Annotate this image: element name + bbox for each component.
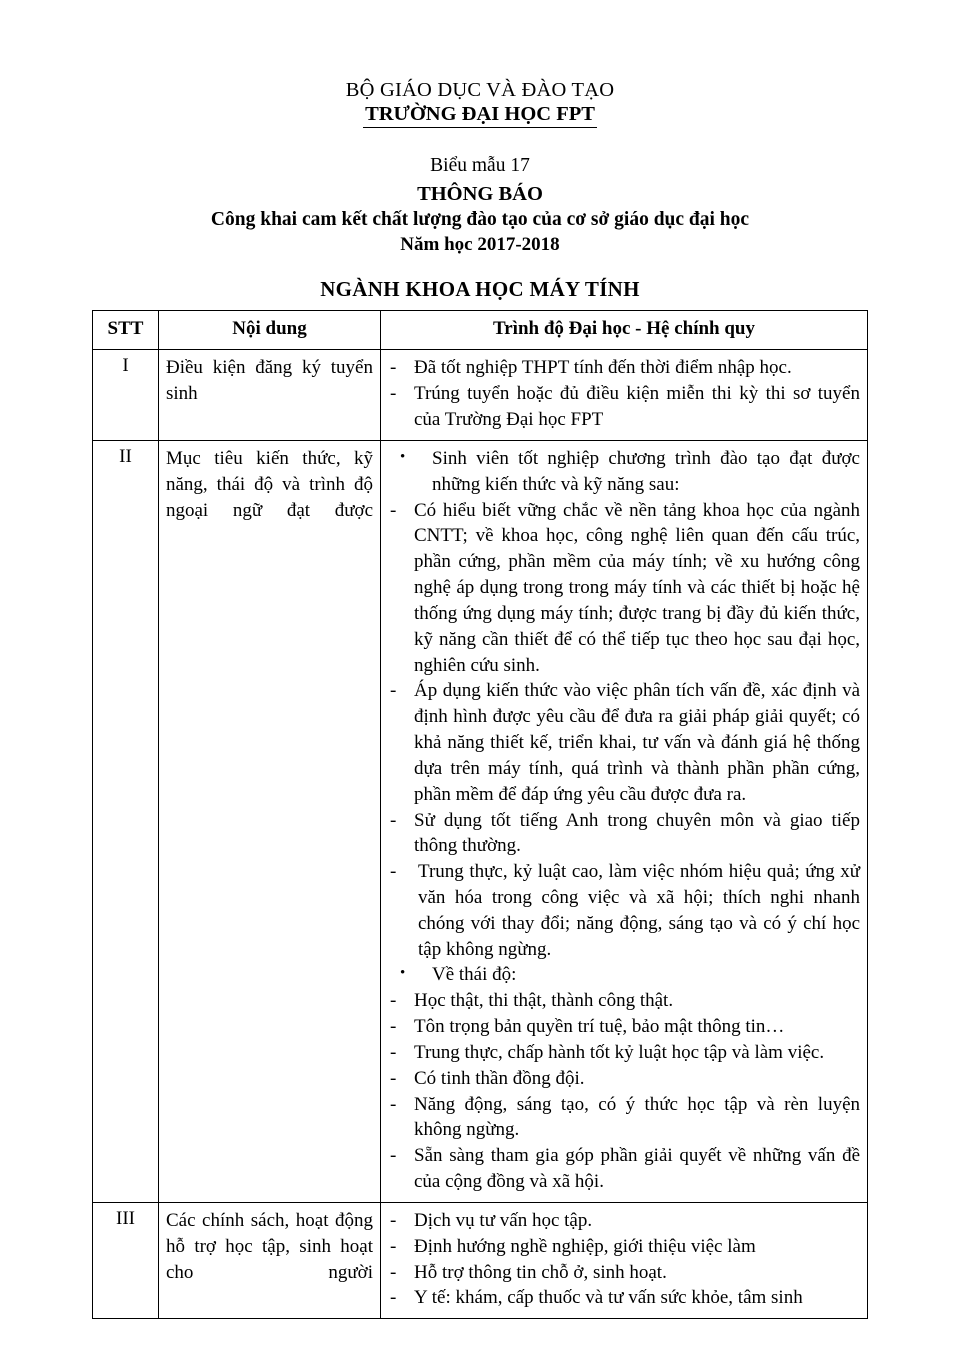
list-item-text: Có hiểu biết vững chắc về nền tảng khoa học của ngành CNTT; về khoa học, công nghệ liên quan đến cấu trúc, phần cứng, phần mềm của máy tính; về xu hướng công nghệ áp dụng trong trong máy tính và các thiết bị hoặc hệ thống ứng dụng máy tính; được trang bị đầy đủ kiến thức, kỹ năng cần thiết để có thể tiếp tục theo học sau đại học, nghiên cứu sinh. [414, 499, 860, 676]
list-marker: - [390, 1016, 397, 1038]
list-item [388, 1208, 860, 1234]
list-item [388, 381, 860, 433]
list-marker: - [390, 1041, 397, 1063]
table-body [93, 350, 868, 1319]
list-marker: - [390, 861, 397, 883]
content-list [388, 1208, 860, 1311]
row-noi-dung: Điều kiện đăng ký tuyển sinh [159, 350, 381, 440]
list-item [388, 1040, 860, 1066]
content-list [388, 446, 860, 1195]
list-item [388, 355, 860, 381]
list-marker: - [390, 357, 397, 379]
list-marker: - [390, 1093, 397, 1115]
list-marker: - [390, 1209, 397, 1231]
list-item-text: Dịch vụ tư vấn học tập. [414, 1209, 593, 1231]
list-item [388, 1092, 860, 1144]
list-item-text: Đã tốt nghiệp THPT tính đến thời điểm nhập học. [414, 357, 792, 379]
list-marker: - [390, 1067, 397, 1089]
list-item-text: Có tinh thần đồng đội. [414, 1067, 585, 1089]
academic-year: Năm học 2017-2018 [400, 233, 560, 255]
list-item-text: Áp dụng kiến thức vào việc phân tích vấn đề, xác định và định hình được yêu cầu để đưa ra giải pháp giải quyết; có khả năng thiết kế, triển khai, tư vấn và đánh giá hệ thống dựa trên máy tính, quá trình và thành phần phần cứng, phần mềm để đáp ứng yêu cầu được đưa ra. [414, 680, 860, 805]
major-title: NGÀNH KHOA HỌC MÁY TÍNH [320, 277, 640, 302]
table-header-row [93, 311, 868, 350]
row-stt: III [93, 1202, 159, 1318]
notice-title: THÔNG BÁO [417, 182, 543, 205]
list-item-text: Y tế: khám, cấp thuốc và tư vấn sức khỏe, tâm sinh [414, 1287, 803, 1309]
list-marker: - [390, 809, 397, 831]
commitment-table [92, 310, 868, 1319]
list-item [388, 1285, 860, 1311]
list-marker: - [390, 1287, 397, 1309]
ministry-name: BỘ GIÁO DỤC VÀ ĐÀO TẠO [345, 79, 615, 101]
table-row [93, 350, 868, 440]
list-marker: - [390, 1261, 397, 1283]
table-row [93, 440, 868, 1202]
list-item [388, 1066, 860, 1092]
university-name: TRƯỜNG ĐẠI HỌC FPT [363, 102, 597, 128]
row-stt: II [93, 440, 159, 1202]
row-content [381, 440, 868, 1202]
list-item [388, 446, 860, 498]
row-noi-dung: Các chính sách, hoạt động hỗ trợ học tập, sinh hoạt cho người [159, 1202, 381, 1318]
content-list [388, 355, 860, 432]
list-item-text: Hỗ trợ thông tin chỗ ở, sinh hoạt. [414, 1261, 667, 1283]
list-item-text: Trung thực, chấp hành tốt kỷ luật học tập và làm việc. [414, 1041, 825, 1063]
column-header-trinh-do: Trình độ Đại học - Hệ chính quy [381, 311, 868, 350]
list-item-text: Học thật, thi thật, thành công thật. [414, 990, 674, 1012]
list-item-text: Trung thực, kỷ luật cao, làm việc nhóm hiệu quả; ứng xử văn hóa trong công việc và xã hội; thích nghi nhanh chóng với thay đổi; năng động, sáng tạo và có ý chí học tập không ngừng. [418, 861, 860, 960]
form-code: Biểu mẫu 17 [430, 155, 530, 177]
list-marker: - [390, 990, 397, 1012]
row-content [381, 350, 868, 440]
organization-header [92, 78, 868, 128]
row-stt: I [93, 350, 159, 440]
list-item-text: Sinh viên tốt nghiệp chương trình đào tạo đạt được những kiến thức và kỹ năng sau: [432, 447, 860, 495]
list-item [388, 962, 860, 988]
list-item [388, 1260, 860, 1286]
list-marker: - [390, 1235, 397, 1257]
list-item-text: Sử dụng tốt tiếng Anh trong chuyên môn và giao tiếp thông thường. [414, 809, 860, 857]
list-item-text: Tôn trọng bản quyền trí tuệ, bảo mật thông tin… [414, 1016, 785, 1038]
row-noi-dung: Mục tiêu kiến thức, kỹ năng, thái độ và trình độ ngoại ngữ đạt được [159, 440, 381, 1202]
list-item-text: Về thái độ: [432, 964, 517, 986]
list-item [388, 859, 860, 962]
list-item-text: Năng động, sáng tạo, có ý thức học tập và rèn luyện không ngừng. [414, 1093, 860, 1141]
list-marker: • [400, 448, 406, 465]
list-item [388, 988, 860, 1014]
column-header-noi-dung: Nội dung [159, 311, 381, 350]
list-marker: • [400, 965, 406, 982]
list-item [388, 808, 860, 860]
list-marker: - [390, 680, 397, 702]
list-item-text: Sẵn sàng tham gia góp phần giải quyết về những vấn đề của cộng đồng và xã hội. [414, 1145, 860, 1193]
list-item [388, 1234, 860, 1260]
list-item-text: Định hướng nghề nghiệp, giới thiệu việc làm [414, 1235, 756, 1257]
list-item-text: Trúng tuyển hoặc đủ điều kiện miễn thi kỳ thi sơ tuyển của Trường Đại học FPT [414, 383, 860, 431]
list-marker: - [390, 383, 397, 405]
list-marker: - [390, 1145, 397, 1167]
list-marker: - [390, 499, 397, 521]
list-item [388, 678, 860, 807]
list-item [388, 1143, 860, 1195]
column-header-stt: STT [93, 311, 159, 350]
list-item [388, 498, 860, 679]
notice-subtitle: Công khai cam kết chất lượng đào tạo của cơ sở giáo dục đại học [210, 209, 750, 231]
table-row [93, 1202, 868, 1318]
list-item [388, 1014, 860, 1040]
row-content [381, 1202, 868, 1318]
